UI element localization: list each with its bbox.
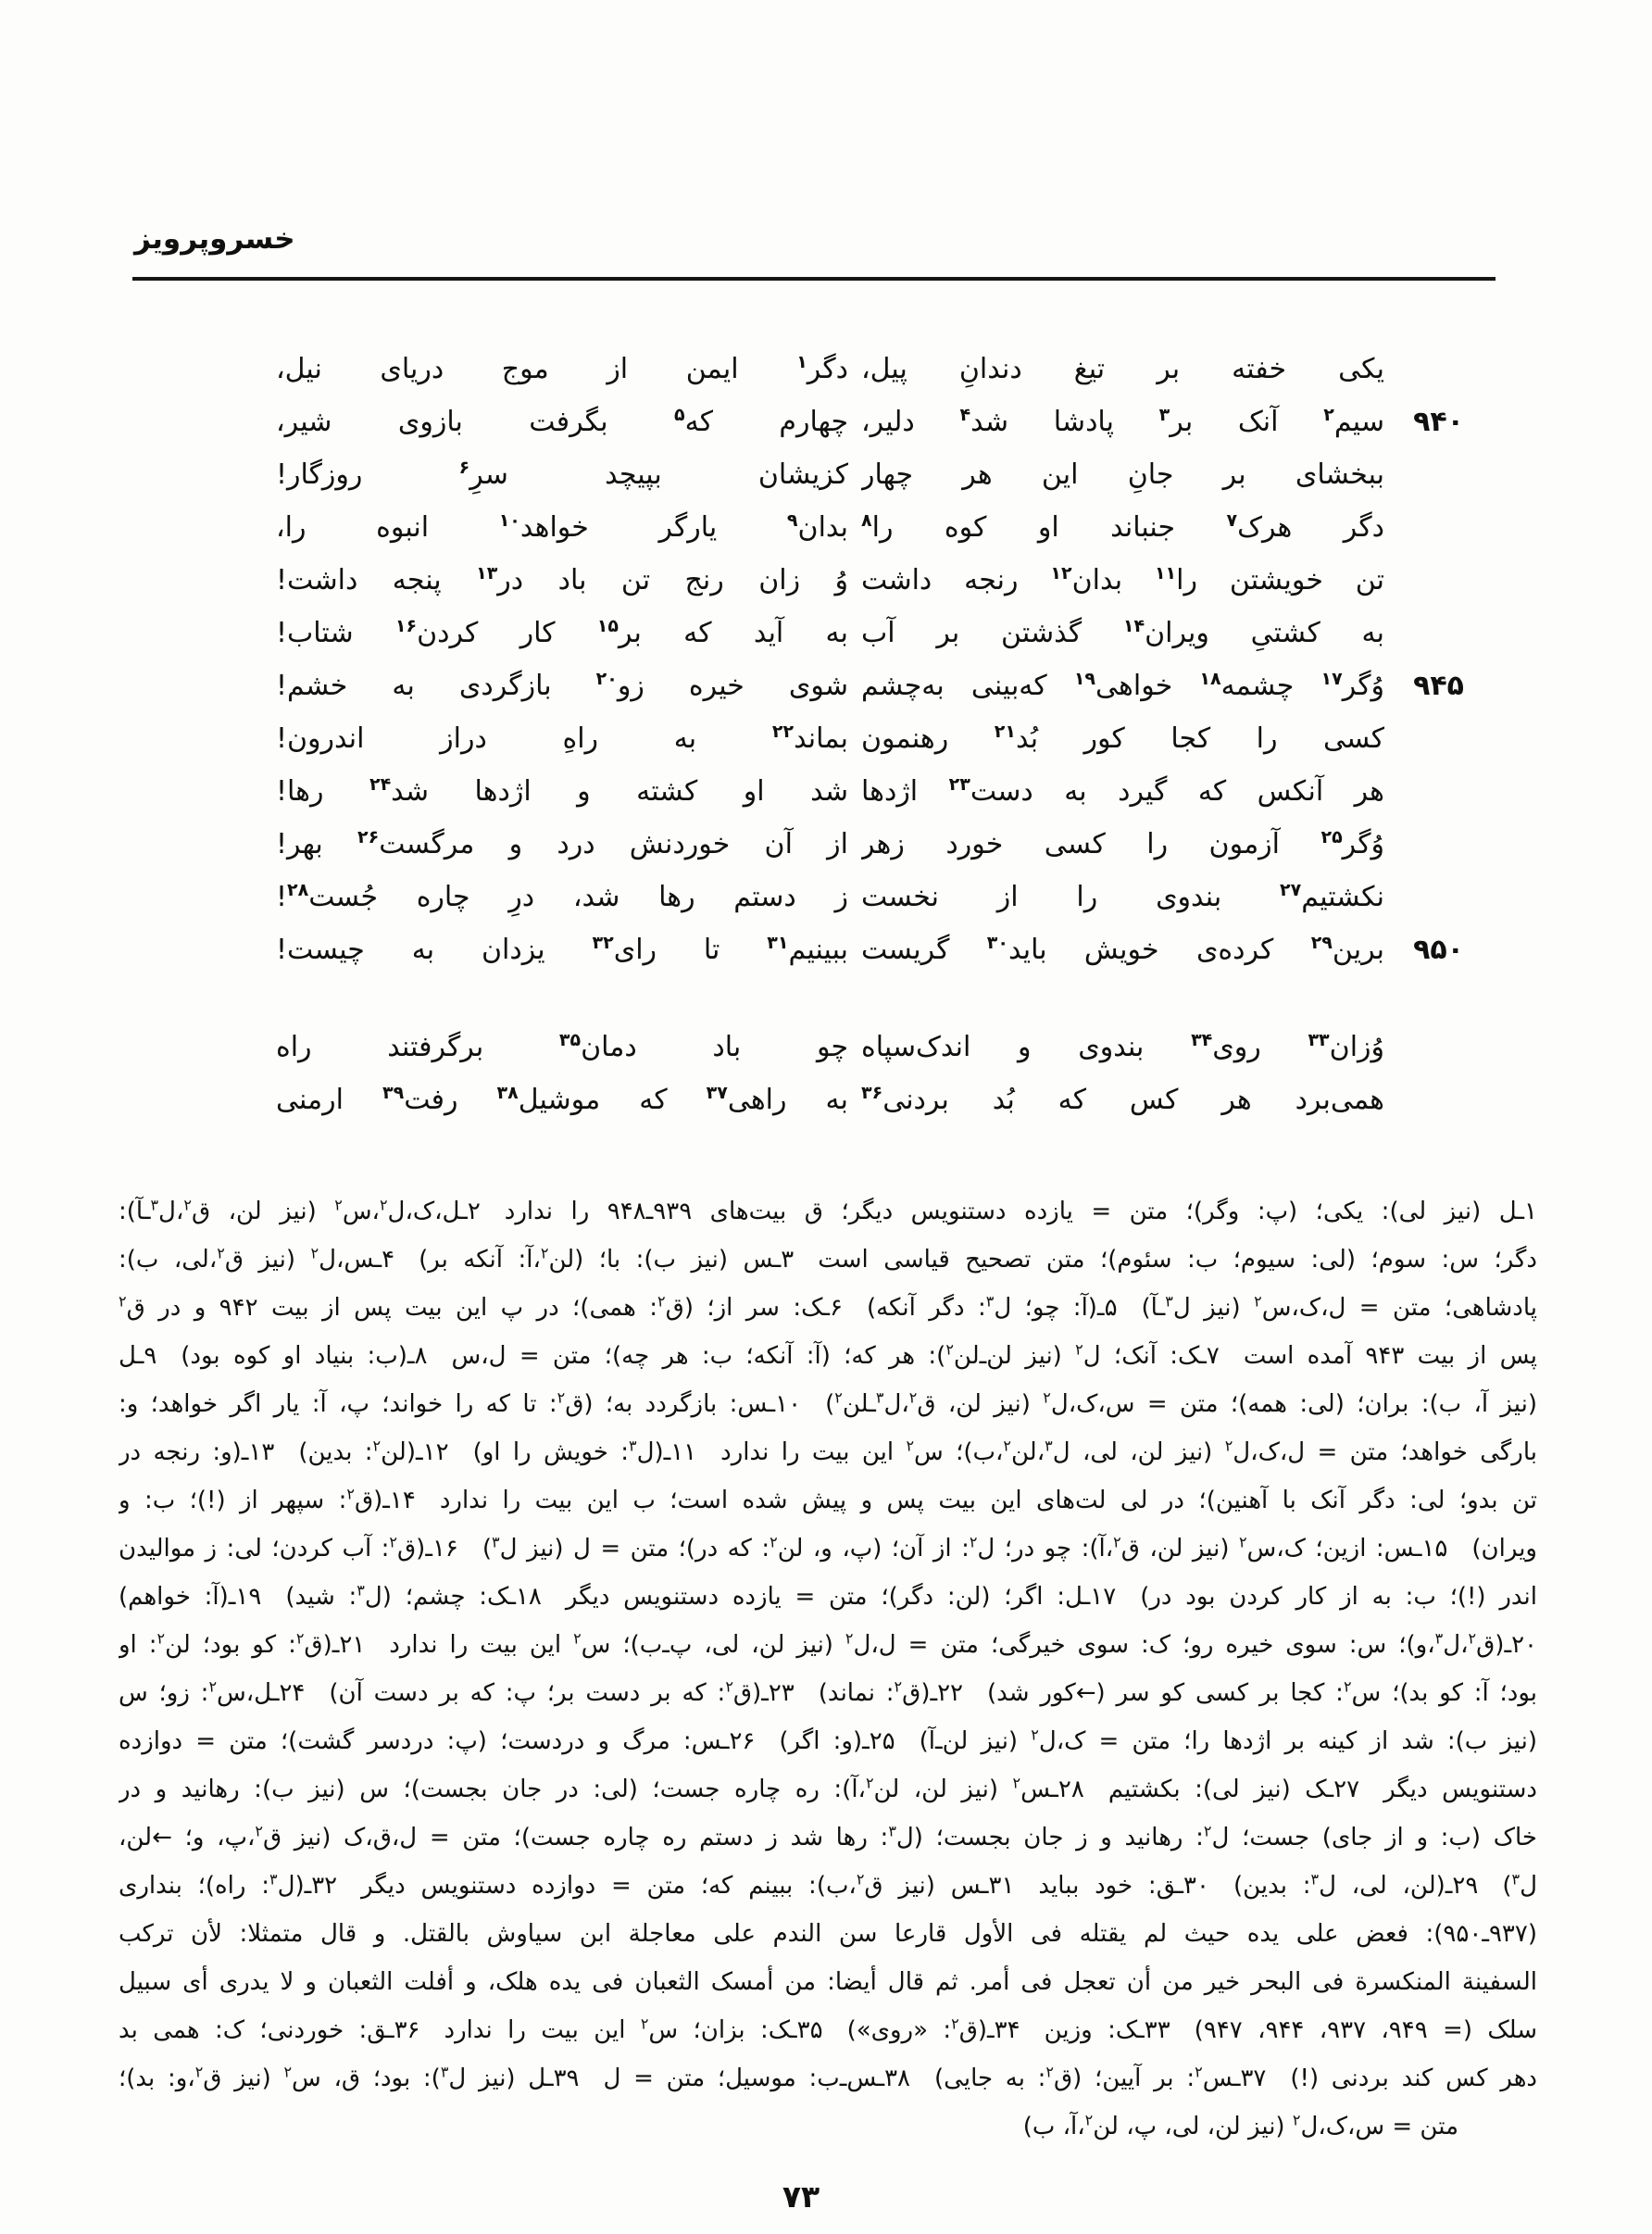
hemistich-first: وُگر$^{۲۵}$ آزمون را کسی خورد زهر (861, 827, 1384, 860)
hemistich-first: سیم$^۲$ آنک بر$^۳$ پادشا شد$^۴$ دلیر، (861, 405, 1384, 438)
verse-number (1384, 1021, 1468, 1073)
apparatus-line: ۱ـل (نیز لی): یکی؛ (پ: وگر)؛ متن = یازده دستنویس دیگر؛ ق بیت‌های ۹۳۹ـ۹۴۸ را ندارد ۲ـل،ک،ل$^۲$،س$^۲$ (نیز لن، ق$^۲$،ل$^۳$ـآ): (119, 1196, 1537, 1225)
hemistich-first: هر آنکس که گیرد به دست$^{۲۳}$ اژدها (861, 774, 1384, 808)
apparatus-line: اندر (!)؛ ب: به از کار کردن بود در) ۱۷ـل: اگر؛ (لن: دگر)؛ متن = یازده دستنویس دیگر ۱۸ـک: چشم؛ (ل$^۳$: شید) ۱۹ـ(آ: خواهم) (119, 1581, 1537, 1611)
hemistich-second: از آن خوردنش درد و مرگست$^{۲۶}$ بهر! (276, 827, 848, 860)
apparatus-line: سلک (= ۹۴۹، ۹۳۷، ۹۴۴، ۹۴۷) ۳۳ـک: وزین ۳۴ـ(ق$^۲$: «روی») ۳۵ـک: بزان؛ س$^۲$ این بیت را ندارد ۳۶ـق: خوردنی؛ ک: همی بد (119, 2014, 1537, 2044)
hemistich-second: به آید که بر$^{۱۵}$ کار کردن$^{۱۶}$ شتاب! (276, 616, 848, 649)
apparatus-line: دگر؛ س: سوم؛ (لی: سیوم؛ ب: سئوم)؛ متن تصحیح قیاسی است ۳ـس (نیز ب): با؛ (لن$^۲$،آ: آنکه بر) ۴ـس،ل$^۲$ (نیز ق$^۲$،لی، ب): (119, 1244, 1537, 1274)
header-rule (132, 277, 1496, 281)
hemistich-second: چهارم که$^۵$ بگرفت بازوی شیر، (276, 405, 848, 438)
apparatus-line: پادشاهی؛ متن = ل،ک،س$^۲$ (نیز ل$^۳$ـآ) ۵ـ(آ: چو؛ ل$^۳$: دگر آنکه) ۶ـک: سر از؛ (ق$^۲$: همی)؛ در پ این بیت پس از بیت ۹۴۲ و در ق$^۲$ (119, 1292, 1537, 1322)
apparatus-line: السفینة المنکسرة فی البحر خیر من أن تعجل فی أمر. ثم قال أیضا: من أمسک الثعبان فی یده هلک، و أفلت الثعبان و لا یدری أی سبیل (119, 1968, 1537, 1996)
apparatus-line: خاک (ب: و از جای) جست؛ ل$^۲$: رهانید و ز جان بجست؛ (ل$^۳$: رها شد ز دستم ره چاره جست)؛ متن = ل،ق،ک (نیز ق$^۲$،پ، و؛ ←لن، (119, 1822, 1537, 1851)
hemistich-second: ز دستم رها شد، درِ چاره جُست$^{۲۸}$! (276, 880, 848, 913)
apparatus-line: ل$^۳$) ۲۹ـ(لن، لی، ل$^۳$: بدین) ۳۰ـق: خود بباید ۳۱ـس (نیز ق$^۲$،ب): ببینم که؛ متن = دوازده دستنویس دیگر ۳۲ـ(ل$^۳$: راه)؛ بنداری (119, 1870, 1537, 1900)
hemistich-second: بدان$^۹$ یارگر خواهد$^{۱۰}$ انبوه را، (276, 510, 848, 544)
apparatus-line: بود؛ آ: کو بد)؛ س$^۲$: کجا بر کسی کو سر (←کور شد) ۲۲ـ(ق$^۲$: نماند) ۲۳ـ(ق$^۲$: که بر دست بر؛ پ: که بر دست آن) ۲۴ـل،س$^۲$: زو؛ س (119, 1677, 1537, 1707)
couplet-row (276, 923, 1468, 976)
couplet-row (276, 765, 1468, 818)
verse-number (1384, 712, 1468, 765)
hemistich-first: وُزان$^{۳۳}$ روی$^{۳۴}$ بندوی و اندک‌سپاه (861, 1030, 1384, 1063)
couplet-row (276, 343, 1468, 395)
hemistich-first: دگر هرک$^۷$ جنباند او کوه را$^۸$ (861, 510, 1384, 544)
hemistich-first: کسی را کجا کور بُد$^{۲۱}$ رهنمون (861, 722, 1384, 755)
hemistich-first: تن خویشتن را$^{۱۱}$ بدان$^{۱۲}$ رنجه داشت (861, 563, 1384, 596)
verse-number (1384, 448, 1468, 501)
poem-block (276, 343, 1468, 1126)
hemistich-second: شوی خیره زو$^{۲۰}$ بازگردی به خشم! (276, 669, 848, 702)
page-number: ۷۳ (782, 2178, 820, 2215)
hemistich-second: به راهی$^{۳۷}$ که موشیل$^{۳۸}$ رفت$^{۳۹}$ ارمنی (276, 1083, 848, 1116)
hemistich-first: وُگر$^{۱۷}$ چشمه$^{۱۸}$ خواهی$^{۱۹}$ که‌بینی به‌چشم (861, 669, 1384, 702)
verse-number: ۹۵۰ (1413, 934, 1464, 966)
hemistich-first: نکشتیم$^{۲۷}$ بندوی را از نخست (861, 880, 1384, 913)
couplet-row (276, 395, 1468, 448)
apparatus-line: (۹۳۷ـ۹۵۰): فعض علی یده حیث لم یقتله فی الأول قارعا سن الندم علی معاجلة ابن سیاوش بالقتل. و قال متمثلا: لأن ترکب (119, 1920, 1537, 1948)
couplet-row (276, 712, 1468, 765)
critical-apparatus (119, 1187, 1537, 2151)
hemistich-first: به کشتیِ ویران$^{۱۴}$ گذشتن بر آب (861, 616, 1384, 649)
running-head-title: خسروپرویز (134, 222, 295, 256)
couplet-row (276, 1073, 1468, 1126)
hemistich-second: وُ زان رنج تن باد در$^{۱۳}$ پنجه داشت! (276, 563, 848, 596)
apparatus-line: دهر کس کند بردنی (!) ۳۷ـس$^۲$: بر آیین؛ (ق$^۲$: به جایی) ۳۸ـس‌ـ‌ب: موسیل؛ متن = ل ۳۹ـل (نیز ل$^۳$): بود؛ ق، س$^۲$ (نیز ق$^۲$،و: بد)؛ (119, 2063, 1537, 2092)
apparatus-line: ۲۰ـ(ق$^۲$،ل$^۳$،و)؛ س: سوی خیره رو؛ ک: سوی خیرگی؛ متن = ل،ل$^۲$ (نیز لن، لی، پ‌ـ‌ب)؛ س$^۲$ این بیت را ندارد ۲۱ـ(ق$^۲$: کو بود؛ لن$^۲$: او (119, 1629, 1537, 1659)
couplet-row (276, 659, 1468, 712)
hemistich-first: ببخشای بر جانِ این هر چهار (861, 458, 1384, 491)
apparatus-line: پس از بیت ۹۴۳ آمده است ۷ـک: آنک؛ ل$^۲$ (نیز لن‌ـ‌لن$^۲$): هر که؛ (آ: آنکه؛ ب: هر چه)؛ متن = ل،س ۸ـ(ب: بنیاد او کوه بود) ۹ـل (119, 1340, 1537, 1370)
couplet-row (276, 818, 1468, 871)
apparatus-line: ویران) ۱۵ـس: ازین؛ ک،س$^۲$ (نیز لن، ق$^۲$،آ): چو در؛ ل$^۲$: از آن؛ (پ، و، لن$^۲$: که در)؛ متن = ل (نیز ل$^۳$) ۱۶ـ(ق$^۲$: آب کردن؛ لی: ز موالیدن (119, 1533, 1537, 1563)
apparatus-line: بارگی خواهد؛ متن = ل،ک،ل$^۲$ (نیز لن، لی، ل$^۳$،لن$^۲$،ب)؛ س$^۲$ این بیت را ندارد ۱۱ـ(ل$^۳$: خویش را او) ۱۲ـ(لن$^۲$: بدین) ۱۳ـ(و: رنجه در (119, 1437, 1537, 1466)
verse-number: ۹۴۰ (1413, 406, 1464, 438)
verse-number (1384, 765, 1468, 818)
hemistich-second: ببینیم$^{۳۱}$ تا رای$^{۳۲}$ یزدان به چیست! (276, 933, 848, 966)
verse-number (1384, 1073, 1468, 1126)
verse-number: ۹۴۵ (1413, 670, 1464, 702)
stanza-1 (276, 343, 1468, 976)
hemistich-first: همی‌برد هر کس که بُد بردنی$^{۳۶}$ (861, 1083, 1384, 1116)
hemistich-second: دگر$^۱$ ایمن از موج دریای نیل، (276, 352, 848, 385)
verse-number (1384, 343, 1468, 395)
verse-number (1384, 554, 1468, 607)
verse-number (1384, 607, 1468, 659)
verse-number (1384, 871, 1468, 923)
stanza-2 (276, 1021, 1468, 1126)
hemistich-second: کزیشان بپیچد سرِ$^۶$ روزگار! (276, 458, 848, 491)
hemistich-second: چو باد دمان$^{۳۵}$ برگرفتند راه (276, 1030, 848, 1063)
apparatus-line: (نیز آ، ب): بران؛ (لی: همه)؛ متن = س،ک،ل$^۲$ (نیز لن، ق$^۲$،ل$^۳$ـلن$^۲$) ۱۰ـس: بازگردد به؛ (ق$^۲$: تا که را خواند؛ پ، آ: یار اگر خواهد؛ و: (119, 1388, 1537, 1418)
couplet-row (276, 448, 1468, 501)
couplet-row (276, 607, 1468, 659)
couplet-row (276, 871, 1468, 923)
apparatus-line-last: متن = س،ک،ل$^۲$ (نیز لن، لی، پ، لن$^۲$،آ، ب) (1022, 2111, 1458, 2140)
apparatus-line: (نیز ب): شد از کینه بر اژدها را؛ متن = ک،ل$^۲$ (نیز لن‌ـ‌آ) ۲۵ـ(و: اگر) ۲۶ـس: مرگ و دردست؛ (پ: دردسر گشت)؛ متن = دوازده (119, 1726, 1537, 1755)
verse-number (1384, 818, 1468, 871)
verse-number (1384, 501, 1468, 554)
hemistich-first: یکی خفته بر تیغ دندانِ پیل، (861, 353, 1384, 385)
couplet-row (276, 501, 1468, 554)
hemistich-second: شد او کشته و اژدها شد$^{۲۴}$ رها! (276, 774, 848, 808)
apparatus-line: تن بدو؛ لی: دگر آنک با آهنین)؛ در لی لت‌های این بیت پس و پیش شده است؛ ب این بیت را ندارد ۱۴ـ(ق$^۲$: سپهر از (!)؛ ب: و (119, 1485, 1537, 1514)
couplet-row (276, 1021, 1468, 1073)
couplet-row (276, 554, 1468, 607)
hemistich-second: بماند$^{۲۲}$ به راهِ دراز اندرون! (276, 722, 848, 755)
hemistich-first: برین$^{۲۹}$ کرده‌ی خویش باید$^{۳۰}$ گریست (861, 933, 1384, 966)
apparatus-line: دستنویس دیگر ۲۷ـک (نیز لی): بکشتیم ۲۸ـس$^۲$ (نیز لن، لن$^۲$،آ): ره چاره جست؛ (لی: در جان بجست)؛ س (نیز ب): رهانید و در (119, 1774, 1537, 1803)
